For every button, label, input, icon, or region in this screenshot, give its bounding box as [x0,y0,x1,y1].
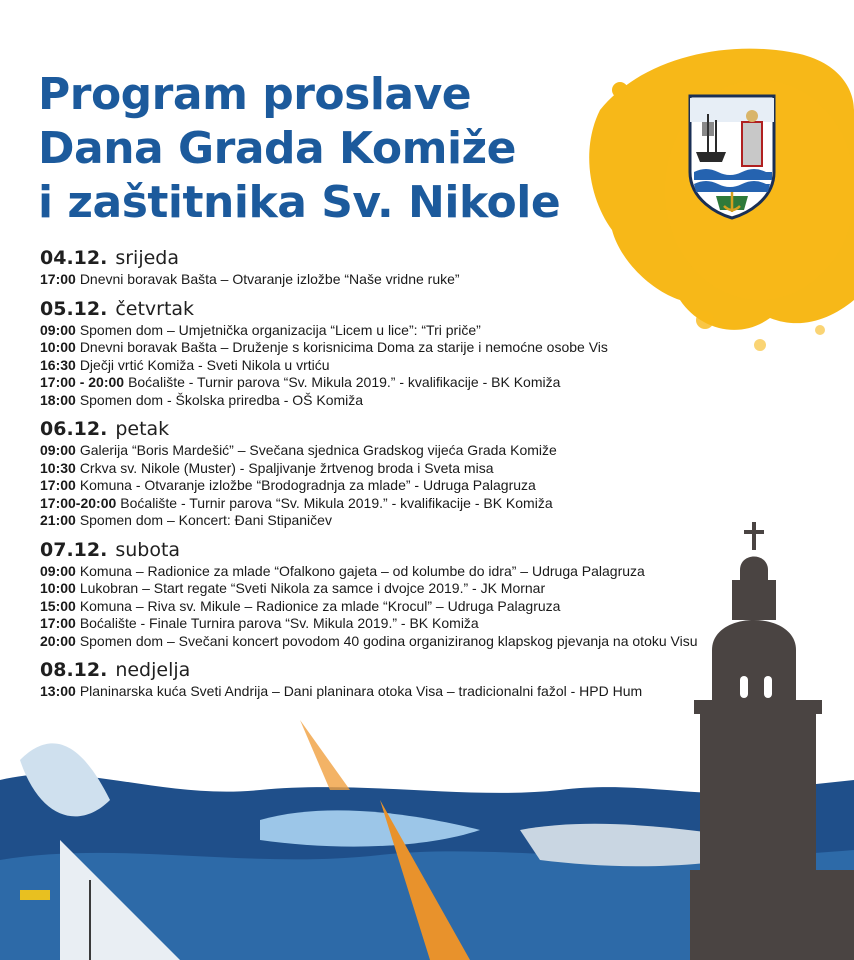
event-item [40,374,740,392]
event-item [40,580,740,598]
title-line-2: Dana Grada Komiže [38,123,516,174]
event-time: 10:00 [40,339,76,355]
day-block [40,658,740,701]
event-desc: Boćalište - Finale Turnira parova “Sv. Mikula 2019.” - BK Komiža [79,615,479,631]
day-heading [40,658,740,682]
event-item [40,495,740,513]
event-time: 20:00 [40,632,76,649]
event-time: 17:00 [40,271,76,287]
event-desc: Dnevni boravak Bašta – Druženje s korisnicima Doma za starije i nemoćne osobe Vis [79,339,608,355]
event-item [40,322,740,340]
event-time: 15:00 [40,597,76,614]
event-time: 09:00 [40,321,76,338]
event-time: 18:00 [40,391,76,408]
event-item [40,339,740,357]
event-item [40,615,740,633]
event-desc: Boćalište - Turnir parova “Sv. Mikula 2019.” - kvalifikacije - BK Komiža [120,494,553,511]
day-date: 08.12. [40,659,108,681]
event-item [40,477,740,495]
event-desc: Boćalište - Turnir parova “Sv. Mikula 2019.” - kvalifikacije - BK Komiža [128,374,561,390]
cross-icon [752,522,756,550]
day-block [40,297,740,410]
event-desc: Galerija “Boris Mardešić” – Svečana sjednica Gradskog vijeća Grada Komiže [79,442,557,458]
event-desc: Dječji vrtić Komiža - Sveti Nikola u vrtiću [79,356,330,373]
event-desc: Spomen dom - Školska priredba - OŠ Komiža [79,391,364,408]
event-desc: Komuna – Riva sv. Mikule – Radionice za mlade “Krocul” – Udruga Palagruza [79,597,561,614]
day-block [40,417,740,530]
event-time: 17:00 [40,615,76,631]
event-desc: Spomen dom – Umjetnička organizacija “Licem u lice”: “Tri priče” [79,321,481,338]
event-time: 17:00-20:00 [40,494,117,511]
day-date: 05.12. [40,297,108,320]
day-weekday: četvrtak [115,297,195,320]
day-heading [40,297,740,321]
event-time: 10:30 [40,459,76,476]
day-weekday: srijeda [115,247,179,269]
event-time: 17:00 [40,477,76,493]
day-weekday: subota [115,538,181,561]
day-heading [40,538,740,562]
event-item [40,683,740,701]
event-time: 09:00 [40,562,76,579]
event-desc: Planinarska kuća Sveti Andrija – Dani planinara otoka Visa – tradicionalni fažol - HPD Hum [79,683,643,699]
day-block [40,246,740,289]
day-date: 07.12. [40,538,108,561]
coat-of-arms-icon [686,92,778,220]
event-item [40,563,740,581]
event-time: 10:00 [40,580,76,596]
event-desc: Spomen dom – Svečani koncert povodom 40 godina organiziranog klapskog pjevanja na otoku Visu [79,632,698,649]
event-time: 13:00 [40,683,76,699]
title-line-3: i zaštitnika Sv. Nikole [38,177,561,228]
event-desc: Komuna – Radionice za mlade “Ofalkono gajeta – od kolumbe do idra” – Udruga Palagruza [79,562,645,579]
program-schedule [40,246,740,709]
event-item [40,357,740,375]
page-title [38,68,560,230]
event-item [40,392,740,410]
title-line-1: Program proslave [38,69,472,120]
event-desc: Dnevni boravak Bašta – Otvaranje izložbe “Naše vridne ruke” [79,271,460,287]
day-date: 04.12. [40,247,108,269]
event-item [40,460,740,478]
event-time: 09:00 [40,442,76,458]
event-item [40,512,740,530]
event-time: 16:30 [40,356,76,373]
event-desc: Komuna - Otvaranje izložbe “Brodogradnja za mlade” - Udruga Palagruza [79,477,536,493]
event-item [40,633,725,651]
event-item [40,598,740,616]
day-date: 06.12. [40,418,108,440]
event-desc: Lukobran – Start regate “Sveti Nikola za samce i dvojce 2019.” - JK Mornar [79,580,546,596]
event-desc: Crkva sv. Nikole (Muster) - Spaljivanje žrtvenog broda i Sveta misa [79,459,494,476]
event-time: 21:00 [40,512,76,528]
event-item [40,271,740,289]
day-heading [40,246,740,270]
day-weekday: petak [115,418,170,440]
day-heading [40,417,740,441]
day-block [40,538,740,651]
day-weekday: nedjelja [115,659,191,681]
event-desc: Spomen dom – Koncert: Đani Stipaničev [79,512,332,528]
event-time: 17:00 - 20:00 [40,374,125,390]
event-item [40,442,740,460]
